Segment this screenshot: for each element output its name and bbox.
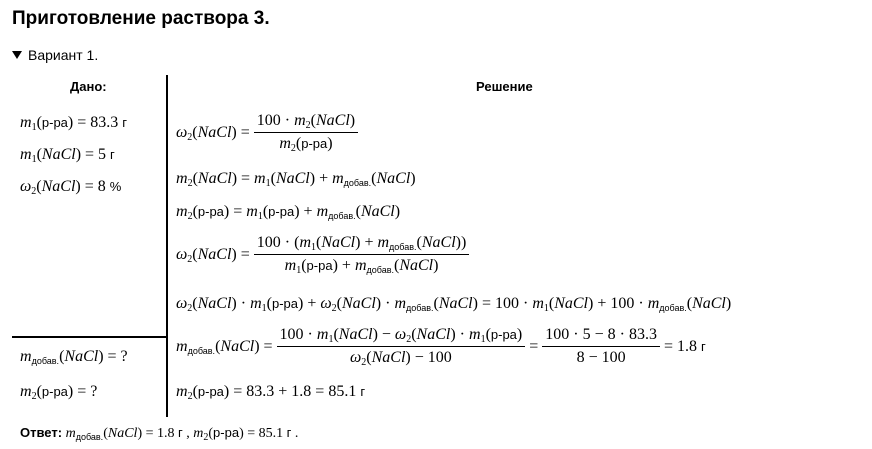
- variant-label: Вариант 1.: [28, 47, 99, 63]
- given-w2-nacl: $\omega_2(NaCl) = 8$ %: [20, 178, 122, 197]
- variant-toggle[interactable]: [12, 47, 98, 63]
- formula-equation-expanded: $\omega_2(NaCl) \cdot m_1(р-ра)$ + $\omega_2(NaCl)$ · $m_{добав.}(NaCl) = 100$ · $m_1(NaCl) + 100$ · $m_{добав.}(NaCl)$: [176, 295, 732, 314]
- given-m1-solution: $m_1(р-ра) = 83.3$ г: [20, 114, 128, 133]
- answer-line: Ответ: $m_{добав.}(NaCl) = 1.8$ г , $m_2(р-ра) = 85.1$ г .: [20, 425, 299, 443]
- formula-m2-solution: $m_2(р-ра) = m_1(р-ра)$ + $m_{добав.}(NaCl)$: [176, 203, 401, 222]
- given-header: Дано:: [70, 79, 107, 94]
- triangle-down-icon[interactable]: [12, 51, 22, 59]
- formula-w2-definition: $\omega_2(NaCl)$ = $\frac{100 \cdot m_2(NaCl)}{m_2(р-ра)}$: [176, 112, 358, 153]
- unknown-m2-solution: $m_2(р-ра)$ = ?: [20, 383, 98, 402]
- solution-header: Решение: [476, 79, 533, 94]
- answer-label: Ответ:: [20, 425, 63, 440]
- formula-m2-solution-result: $m_2(р-ра) = 83.3 + 1.8 = 85.1$ г: [176, 383, 366, 402]
- table-vertical-divider: [166, 75, 168, 417]
- formula-w2-expanded: $\omega_2(NaCl)$ = $\frac{100 \cdot (m_1(NaCl) + m_{добав.}(NaCl))}{m_1(р-ра) + m_{добав.}(NaCl)}$: [176, 234, 469, 275]
- formula-m2-nacl: $m_2(NaCl)$ = $m_1(NaCl)$ + $m_{добав.}(NaCl)$: [176, 170, 416, 189]
- table-horizontal-divider: [12, 336, 167, 338]
- page-title: Приготовление раствора 3.: [12, 8, 270, 29]
- given-m1-nacl: $m_1(NaCl) = 5$ г: [20, 146, 115, 165]
- unknown-m-added: $m_{добав.}(NaCl)$ = ?: [20, 348, 128, 366]
- formula-m-added-result: $m_{добав.}(NaCl)$ = $\frac{100 \cdot m_1(NaCl) - \omega_2(NaCl) \cdot m_1(р-ра)}{\omega_2(NaCl) - 100}$ = $\frac{100 \cdot 5 - 8 \cdot 83.3}{8 - 100}$ = 1.8 г: [176, 326, 706, 368]
